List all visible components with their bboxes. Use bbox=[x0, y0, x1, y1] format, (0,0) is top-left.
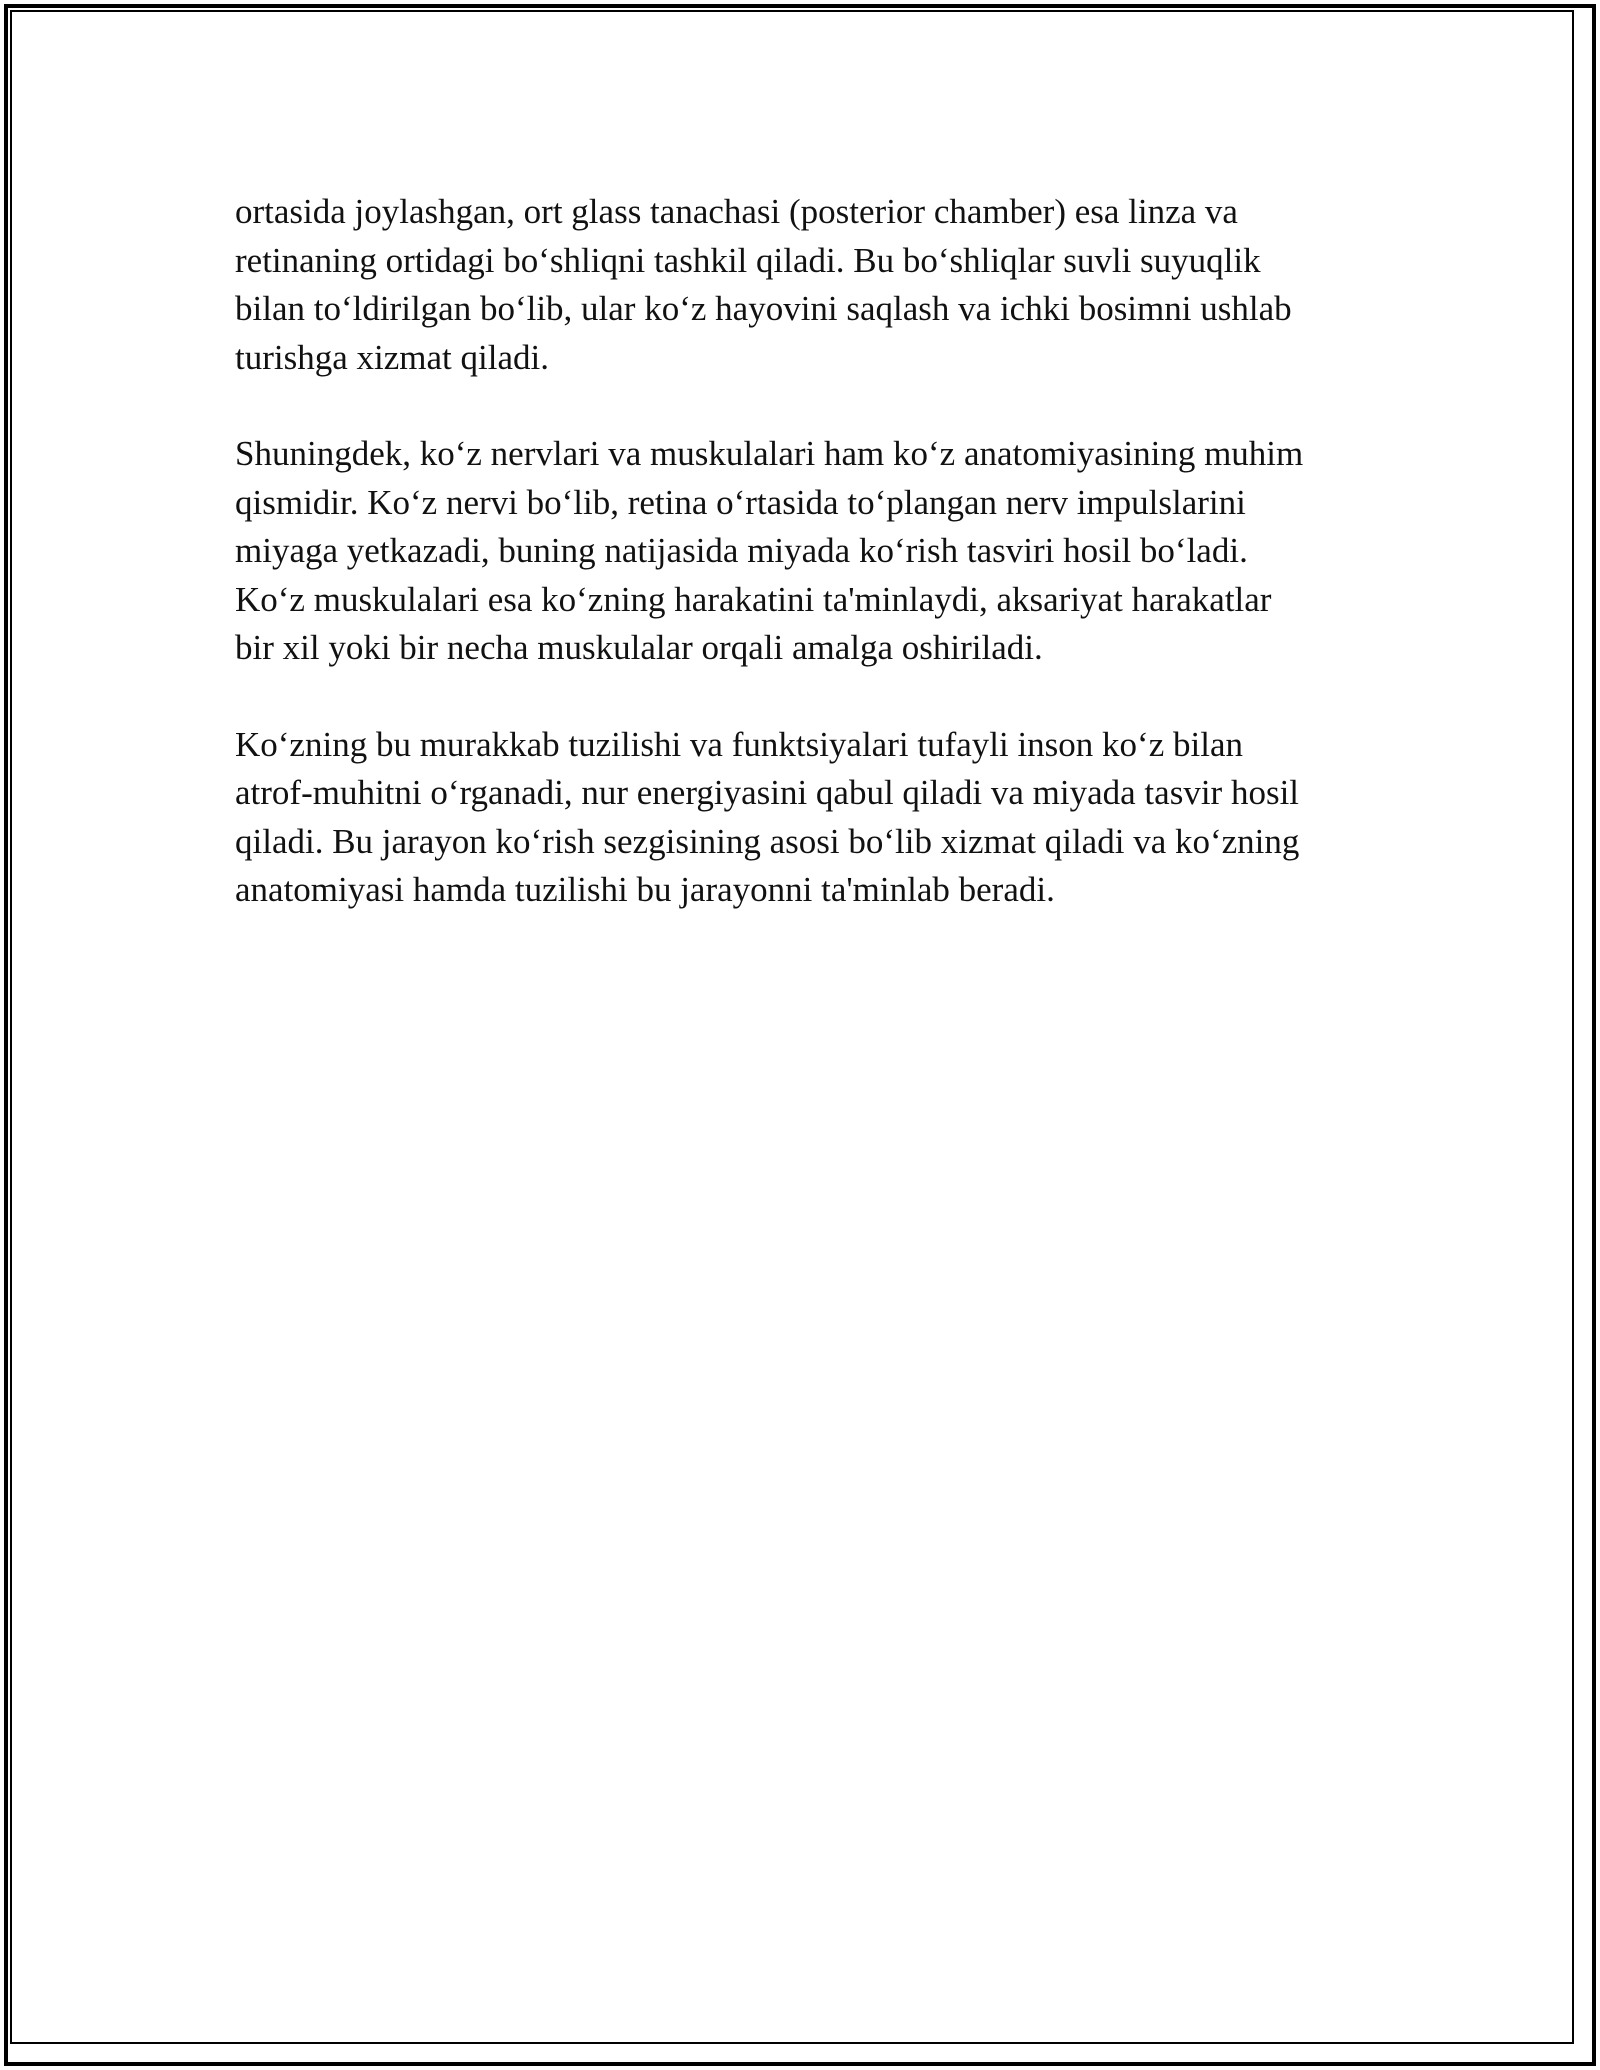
text-line: Shuningdek, ko‘z nervlari va muskulalari ham ko‘z anatomiyasining muhim bbox=[235, 434, 1304, 473]
text-line: anatomiyasi hamda tuzilishi bu jarayonni ta'minlab beradi. bbox=[235, 870, 1055, 909]
document-body bbox=[235, 188, 1375, 963]
text-line: bilan to‘ldirilgan bo‘lib, ular ko‘z hayovini saqlash va ichki bosimni ushlab bbox=[235, 289, 1292, 328]
text-line: qismidir. Ko‘z nervi bo‘lib, retina o‘rtasida to‘plangan nerv impulslarini bbox=[235, 482, 1246, 522]
text-line: miyaga yetkazadi, buning natijasida miyada ko‘rish tasviri hosil bo‘ladi. bbox=[235, 531, 1248, 570]
text-line: retinaning ortidagi bo‘shliqni tashkil qiladi. Bu bo‘shliqlar suvli suyuqlik bbox=[235, 240, 1261, 280]
paragraph-chambers bbox=[235, 188, 1375, 382]
text-line: atrof-muhitni o‘rganadi, nur energiyasini qabul qiladi va miyada tasvir hosil bbox=[235, 773, 1300, 812]
text-line: bir xil yoki bir necha muskulalar orqali amalga oshiriladi. bbox=[235, 628, 1043, 667]
text-line: Ko‘z muskulalari esa ko‘zning harakatini ta'minlaydi, aksariyat harakatlar bbox=[235, 579, 1272, 619]
text-line: qiladi. Bu jarayon ko‘rish sezgisining asosi bo‘lib xizmat qiladi va ko‘zning bbox=[235, 821, 1300, 861]
text-line: turishga xizmat qiladi. bbox=[235, 337, 549, 377]
paragraph-conclusion bbox=[235, 721, 1375, 915]
paragraph-nerves-muscles bbox=[235, 430, 1375, 673]
text-line: ortasida joylashgan, ort glass tanachasi (posterior chamber) esa linza va bbox=[235, 192, 1238, 231]
text-line: Ko‘zning bu murakkab tuzilishi va funktsiyalari tufayli inson ko‘z bilan bbox=[235, 724, 1243, 764]
